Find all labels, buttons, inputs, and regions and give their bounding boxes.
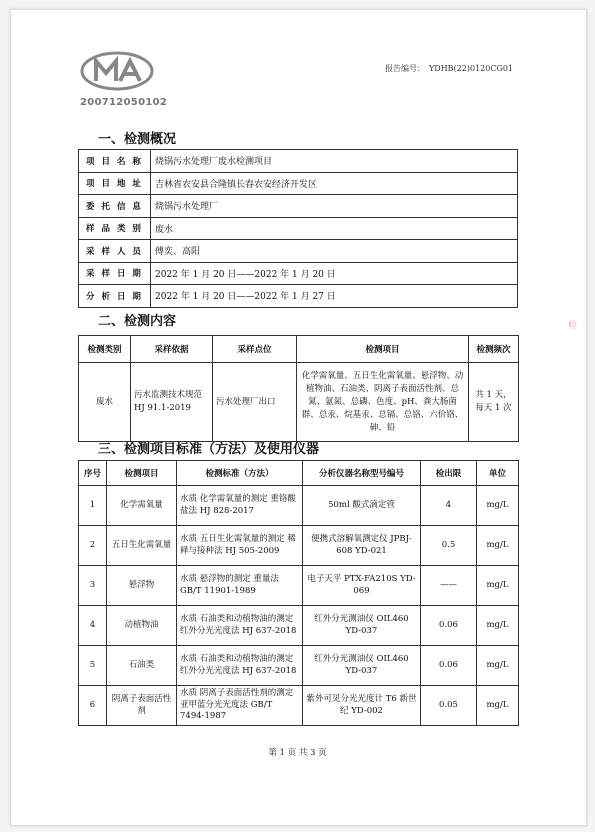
unit-cell: mg/L	[477, 606, 519, 646]
item-cell: 石油类	[107, 646, 177, 686]
page-footer: 第 1 页 共 3 页	[268, 748, 327, 758]
header-item: 检测项目	[107, 461, 177, 486]
limit-cell: 4	[421, 486, 477, 526]
row-value: 傅奕、高阳	[151, 240, 518, 263]
cma-number: 200712050102	[80, 97, 168, 108]
instrument-cell: 紫外可见分光光度计 T6 新世纪 YD-002	[303, 686, 421, 726]
row-value: 2022 年 1 月 20 日——2022 年 1 月 20 日	[151, 262, 518, 285]
header-instrument: 分析仪器名称型号编号	[303, 461, 421, 486]
section2-title: 二、检测内容	[98, 314, 177, 329]
item-cell: 悬浮物	[107, 566, 177, 606]
overview-table	[78, 149, 518, 308]
table-row	[79, 285, 518, 308]
table-row	[79, 486, 519, 526]
cma-logo	[80, 51, 154, 91]
row-value: 烧锅污水处理厂	[151, 195, 518, 218]
limit-cell: ——	[421, 566, 477, 606]
unit-cell: mg/L	[477, 646, 519, 686]
standard-cell: 水质 化学需氧量的测定 重铬酸盐法 HJ 828-2017	[177, 486, 303, 526]
table-row	[79, 217, 518, 240]
table-row	[79, 195, 518, 218]
header-no: 序号	[79, 461, 107, 486]
limit-cell: 0.06	[421, 606, 477, 646]
instrument-cell: 电子天平 PTX-FA210S YD-069	[303, 566, 421, 606]
no-cell: 3	[79, 566, 107, 606]
instrument-cell: 红外分光测油仪 OIL460 YD-037	[303, 646, 421, 686]
header-standard: 检测标准（方法）	[177, 461, 303, 486]
table-row	[79, 240, 518, 263]
section1-title: 一、检测概况	[98, 132, 177, 147]
header-location: 采样点位	[213, 336, 297, 363]
row-label: 样 品 类 别	[79, 217, 151, 240]
report-number-value: YDHB(22)0120CG01	[429, 64, 514, 73]
row-value: 2022 年 1 月 20 日——2022 年 1 月 27 日	[151, 285, 518, 308]
item-cell: 五日生化需氧量	[107, 526, 177, 566]
item-cell: 化学需氧量	[107, 486, 177, 526]
row-label: 项 目 名 称	[79, 150, 151, 173]
header-category: 检测类别	[79, 336, 131, 363]
standard-cell: 水质 阴离子表面活性剂的测定 亚甲蓝分光光度法 GB/T 7494-1987	[177, 686, 303, 726]
header-items: 检测项目	[297, 336, 469, 363]
table-row	[79, 686, 519, 726]
section3-title: 三、检测项目标准（方法）及使用仪器	[98, 442, 320, 457]
instrument-cell: 50ml 酸式滴定管	[303, 486, 421, 526]
no-cell: 6	[79, 686, 107, 726]
item-cell: 阴离子表面活性剂	[107, 686, 177, 726]
report-number-label: 报告编号：	[385, 64, 425, 73]
table-row	[79, 172, 518, 195]
row-label: 采 样 人 员	[79, 240, 151, 263]
instrument-cell: 便携式溶解氧测定仪 JPBJ-608 YD-021	[303, 526, 421, 566]
no-cell: 4	[79, 606, 107, 646]
table-row	[79, 606, 519, 646]
table-header-row	[79, 336, 519, 363]
table-row	[79, 363, 519, 442]
unit-cell: mg/L	[477, 686, 519, 726]
header-frequency: 检测频次	[469, 336, 519, 363]
content-table	[78, 335, 519, 442]
unit-cell: mg/L	[477, 526, 519, 566]
standard-cell: 水质 石油类和动植物油的测定 红外分光光度法 HJ 637-2018	[177, 606, 303, 646]
row-label: 委 托 信 息	[79, 195, 151, 218]
table-header-row	[79, 461, 519, 486]
row-label: 采 样 日 期	[79, 262, 151, 285]
table-row	[79, 150, 518, 173]
row-label: 分 析 日 期	[79, 285, 151, 308]
row-value: 烧锅污水处理厂废水检测项目	[151, 150, 518, 173]
limit-cell: 0.5	[421, 526, 477, 566]
table-row	[79, 646, 519, 686]
table-row	[79, 526, 519, 566]
unit-cell: mg/L	[477, 566, 519, 606]
category-cell: 废水	[79, 363, 131, 442]
limit-cell: 0.06	[421, 646, 477, 686]
standard-cell: 水质 悬浮物的测定 重量法 GB/T 11901-1989	[177, 566, 303, 606]
standard-cell: 水质 石油类和动植物油的测定 红外分光光度法 HJ 637-2018	[177, 646, 303, 686]
basis-cell: 污水监测技术规范 HJ 91.1-2019	[131, 363, 213, 442]
table-row	[79, 566, 519, 606]
table-row	[79, 262, 518, 285]
row-value: 废水	[151, 217, 518, 240]
location-cell: 污水处理厂出口	[213, 363, 297, 442]
header-basis: 采样依据	[131, 336, 213, 363]
no-cell: 2	[79, 526, 107, 566]
frequency-cell: 共 1 天，每天 1 次	[469, 363, 519, 442]
instrument-cell: 红外分光测油仪 OIL460 YD-037	[303, 606, 421, 646]
side-stamp: 检	[568, 321, 578, 331]
no-cell: 1	[79, 486, 107, 526]
items-cell: 化学需氧量、五日生化需氧量、悬浮物、动植物油、石油类、阴离子表面活性剂、总氮、氨氮、总磷、色度、pH、粪大肠菌群、总汞、烷基汞、总镉、总铬、六价铬、砷、铅	[297, 363, 469, 442]
no-cell: 5	[79, 646, 107, 686]
standard-cell: 水质 五日生化需氧量的测定 稀释与接种法 HJ 505-2009	[177, 526, 303, 566]
row-label: 项 目 地 址	[79, 172, 151, 195]
limit-cell: 0.05	[421, 686, 477, 726]
row-value: 吉林省农安县合隆镇长春农安经济开发区	[151, 172, 518, 195]
report-number	[385, 63, 513, 74]
header-unit: 单位	[477, 461, 519, 486]
header-limit: 检出限	[421, 461, 477, 486]
methods-table	[78, 460, 519, 726]
item-cell: 动植物油	[107, 606, 177, 646]
unit-cell: mg/L	[477, 486, 519, 526]
